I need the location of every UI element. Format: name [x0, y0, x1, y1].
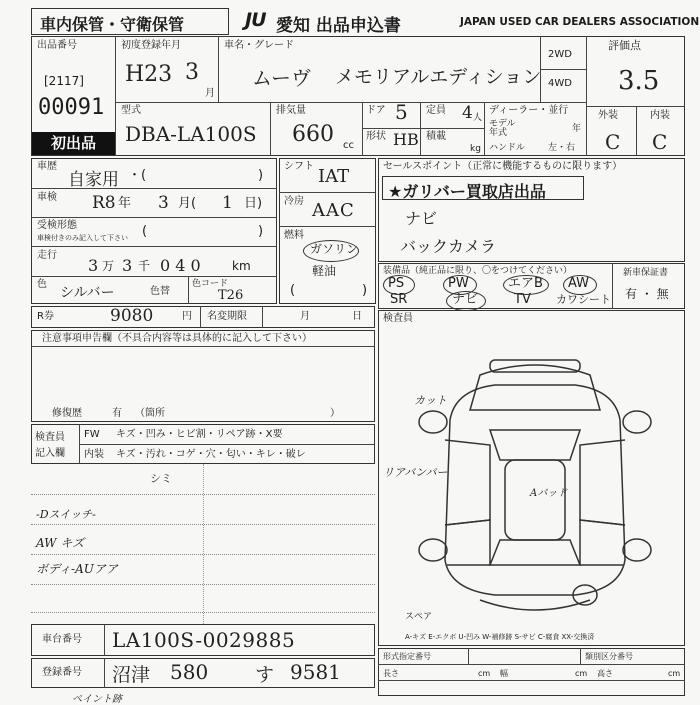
- inspector-interior-label: 内装: [84, 449, 104, 460]
- height-unit: cm: [668, 669, 681, 678]
- inspection-label: 車検: [37, 192, 57, 203]
- diagram-legend: A-キズ E-エクボ U-凹み W-補修跡 S-サビ C-腐食 XX-交換済: [405, 633, 595, 641]
- capacity-value: 4: [462, 103, 473, 123]
- association-name: JAPAN USED CAR DEALERS ASSOCIATION: [460, 16, 700, 28]
- lot-code: [2117]: [44, 74, 84, 88]
- shape-label: 形状: [366, 131, 386, 142]
- equip-nav: ナビ: [452, 292, 479, 307]
- footer-handwriting: ペイント跡: [72, 694, 122, 705]
- name-change-day: 日: [352, 311, 362, 322]
- drive-2wd: 2WD: [548, 49, 572, 60]
- fuel-gasoline: ガソリン: [310, 242, 359, 256]
- equip-nav-circle: [446, 291, 486, 311]
- shape-value: HB: [393, 130, 419, 149]
- recycle-label: R券: [37, 311, 54, 322]
- hw-body: ボディ-AUアア: [36, 562, 118, 576]
- exterior-label: 外装: [598, 110, 618, 121]
- color-value: シルバー: [60, 285, 115, 301]
- doors-value: 5: [395, 100, 408, 124]
- repair-location: （箇所: [135, 408, 165, 419]
- equip-pw: PW: [448, 276, 469, 291]
- height-label: 高さ: [597, 669, 613, 678]
- diagram-note-spare: スペア: [405, 612, 433, 622]
- recycle-unit: 円: [182, 311, 192, 322]
- equipment-label: 装備品（純正品に限り、〇をつけてください）: [383, 266, 573, 276]
- category-number-label: 類別区分番号: [585, 652, 633, 661]
- acceptance-open: (: [142, 224, 148, 239]
- color-label: 色: [37, 279, 47, 290]
- equip-sr: SR: [390, 292, 408, 307]
- recycle-value: 9080: [110, 306, 154, 326]
- shift-label: シフト: [284, 161, 314, 172]
- repair-label: 修復歴: [52, 408, 82, 419]
- equip-leather: カワシート: [556, 293, 611, 306]
- plate-kana: す: [255, 664, 275, 686]
- shift-value: IAT: [318, 166, 350, 187]
- length-label: 長さ: [383, 669, 399, 678]
- sales-points-label: セールスポイント（正常に機能するものに限ります）: [383, 161, 623, 172]
- hw-aw-scratch: AW キズ: [36, 536, 85, 550]
- plate-class: 580: [170, 660, 209, 684]
- registration-era: H23: [125, 62, 173, 87]
- displacement-unit: cc: [343, 140, 354, 151]
- model-value: DBA-LA100S: [125, 122, 257, 146]
- car-grade-value: メモリアルエディション: [335, 66, 542, 88]
- sales-banner: ★ガリバー買取店出品: [388, 182, 546, 201]
- hw-stain: シミ: [150, 472, 172, 485]
- name-change-month: 月: [300, 311, 310, 322]
- equip-ps-circle: [383, 275, 415, 295]
- type-number-label: 形式指定番号: [383, 652, 431, 661]
- car-name-value: ムーヴ: [252, 66, 311, 90]
- dealer-label: ディーラー・並行: [489, 105, 569, 116]
- handle-options: 左・右: [548, 143, 576, 153]
- displacement-label: 排気量: [276, 105, 306, 116]
- car-name-label: 車名・グレード: [224, 40, 294, 51]
- equip-aw: AW: [568, 276, 590, 291]
- hw-d-switch: -Dスイッチ-: [36, 508, 96, 521]
- mileage-sen-unit: 千: [138, 259, 151, 273]
- inspection-month-unit: 月(: [178, 196, 197, 211]
- doors-label: ドア: [366, 105, 386, 116]
- displacement-value: 660: [292, 122, 334, 147]
- plate-label: 登録番号: [42, 667, 82, 678]
- diagram-note-cut: カット: [414, 394, 447, 407]
- inspector-label-bottom: 記入欄: [35, 448, 65, 459]
- diagram-note-rear-bumper: リアバンパー: [383, 466, 448, 479]
- vehicle-type-close: ): [258, 168, 264, 183]
- chassis-value: LA100S-0029885: [112, 628, 296, 652]
- repair-yes: 有: [112, 408, 122, 419]
- mileage-man: 3: [88, 256, 99, 275]
- load-unit: kg: [470, 144, 481, 154]
- mileage-label: 走行: [37, 250, 57, 261]
- acceptance-note: 車検付きのみ記入して下さい: [37, 234, 128, 242]
- lot-number: 00091: [38, 95, 105, 120]
- load-label: 積載: [426, 131, 446, 142]
- exterior-grade: C: [605, 130, 621, 154]
- equip-airbag: エアB: [508, 276, 543, 291]
- vehicle-type-open: ・(: [128, 168, 147, 183]
- inspector-label-top: 検査員: [35, 432, 65, 443]
- evaluation-label: 評価点: [608, 39, 641, 52]
- mileage-unit: km: [232, 259, 251, 273]
- inspection-year-unit: 年: [118, 196, 132, 211]
- equip-airbag-circle: [503, 275, 549, 295]
- inspection-day-unit: 日): [244, 196, 263, 211]
- mileage-rest: 0 4 0: [160, 256, 201, 275]
- ju-logo: JU: [245, 9, 266, 31]
- fuel-paren-open: (: [290, 283, 296, 298]
- first-listing-badge: 初出品: [32, 132, 115, 155]
- registration-month: 3: [185, 60, 199, 85]
- color-code-value: T26: [218, 288, 244, 303]
- evaluation-score: 3.5: [618, 66, 660, 96]
- interior-label: 内装: [650, 110, 670, 121]
- interior-grade: C: [652, 130, 668, 154]
- capacity-unit: 人: [473, 113, 483, 123]
- fuel-paren-close: ): [362, 283, 368, 298]
- diagram-label: 検査員: [383, 313, 413, 324]
- equip-ps: PS: [388, 276, 405, 291]
- vehicle-type-label: 車歴: [37, 161, 57, 172]
- width-label: 幅: [500, 669, 508, 678]
- inspector-interior-items: キズ・汚れ・コゲ・穴・匂い・キレ・破レ: [116, 449, 306, 460]
- inspector-fw-items: キズ・凹み・ヒビ割・リペア跡・X要: [116, 429, 283, 440]
- storage-label: 車内保管・守衛保管: [40, 15, 185, 34]
- warranty-label: 新車保証書: [623, 268, 669, 278]
- ac-label: 冷房: [284, 196, 304, 207]
- sales-point-nav: ナビ: [405, 209, 438, 228]
- name-change-label: 名変期限: [207, 311, 247, 322]
- inspection-month: 3: [158, 193, 169, 213]
- acceptance-close: ): [258, 224, 264, 239]
- width-unit: cm: [575, 669, 588, 678]
- registration-label: 初度登録年月: [121, 40, 181, 51]
- inspection-year: R8: [92, 193, 116, 213]
- lot-label: 出品番号: [37, 40, 77, 51]
- form-title: 愛知 出品申込書: [276, 16, 401, 36]
- fuel-light-oil: 軽油: [312, 264, 337, 278]
- equip-aw-circle: [563, 275, 597, 295]
- registration-month-unit: 月: [205, 88, 215, 99]
- drive-4wd: 4WD: [548, 78, 572, 89]
- repair-close: ）: [330, 408, 340, 419]
- vehicle-type-value: 自家用: [68, 170, 119, 190]
- diagram-note-a-pad: Aパッド: [530, 488, 568, 499]
- fuel-label: 燃料: [284, 230, 304, 241]
- mileage-man-unit: 万: [102, 259, 115, 273]
- color-exchange-label: 色替: [150, 286, 170, 297]
- handle-label: ハンドル: [489, 143, 526, 153]
- model-year-label: モデル 年式: [489, 119, 516, 138]
- acceptance-label: 受検形態: [37, 220, 77, 231]
- capacity-label: 定員: [426, 105, 446, 116]
- model-label: 型式: [121, 105, 141, 116]
- length-unit: cm: [478, 669, 491, 678]
- equip-tv: TV: [514, 292, 531, 307]
- sales-point-camera: バックカメラ: [400, 237, 497, 256]
- chassis-label: 車台番号: [42, 634, 82, 645]
- ac-value: AAC: [312, 200, 355, 221]
- recycle-row: [31, 306, 375, 328]
- color-code-label: 色コード: [192, 279, 229, 289]
- notes-label: 注意事項申告欄（不具合内容等は具体的に記入して下さい）: [42, 333, 312, 344]
- mileage-sen: 3: [122, 256, 133, 275]
- inspector-fw-label: FW: [84, 429, 100, 440]
- warranty-options: 有 ・ 無: [625, 287, 669, 301]
- inspection-day: 1: [222, 193, 233, 213]
- model-year-unit: 年: [572, 124, 582, 134]
- plate-region: 沼津: [112, 664, 151, 686]
- plate-number: 9581: [290, 660, 341, 684]
